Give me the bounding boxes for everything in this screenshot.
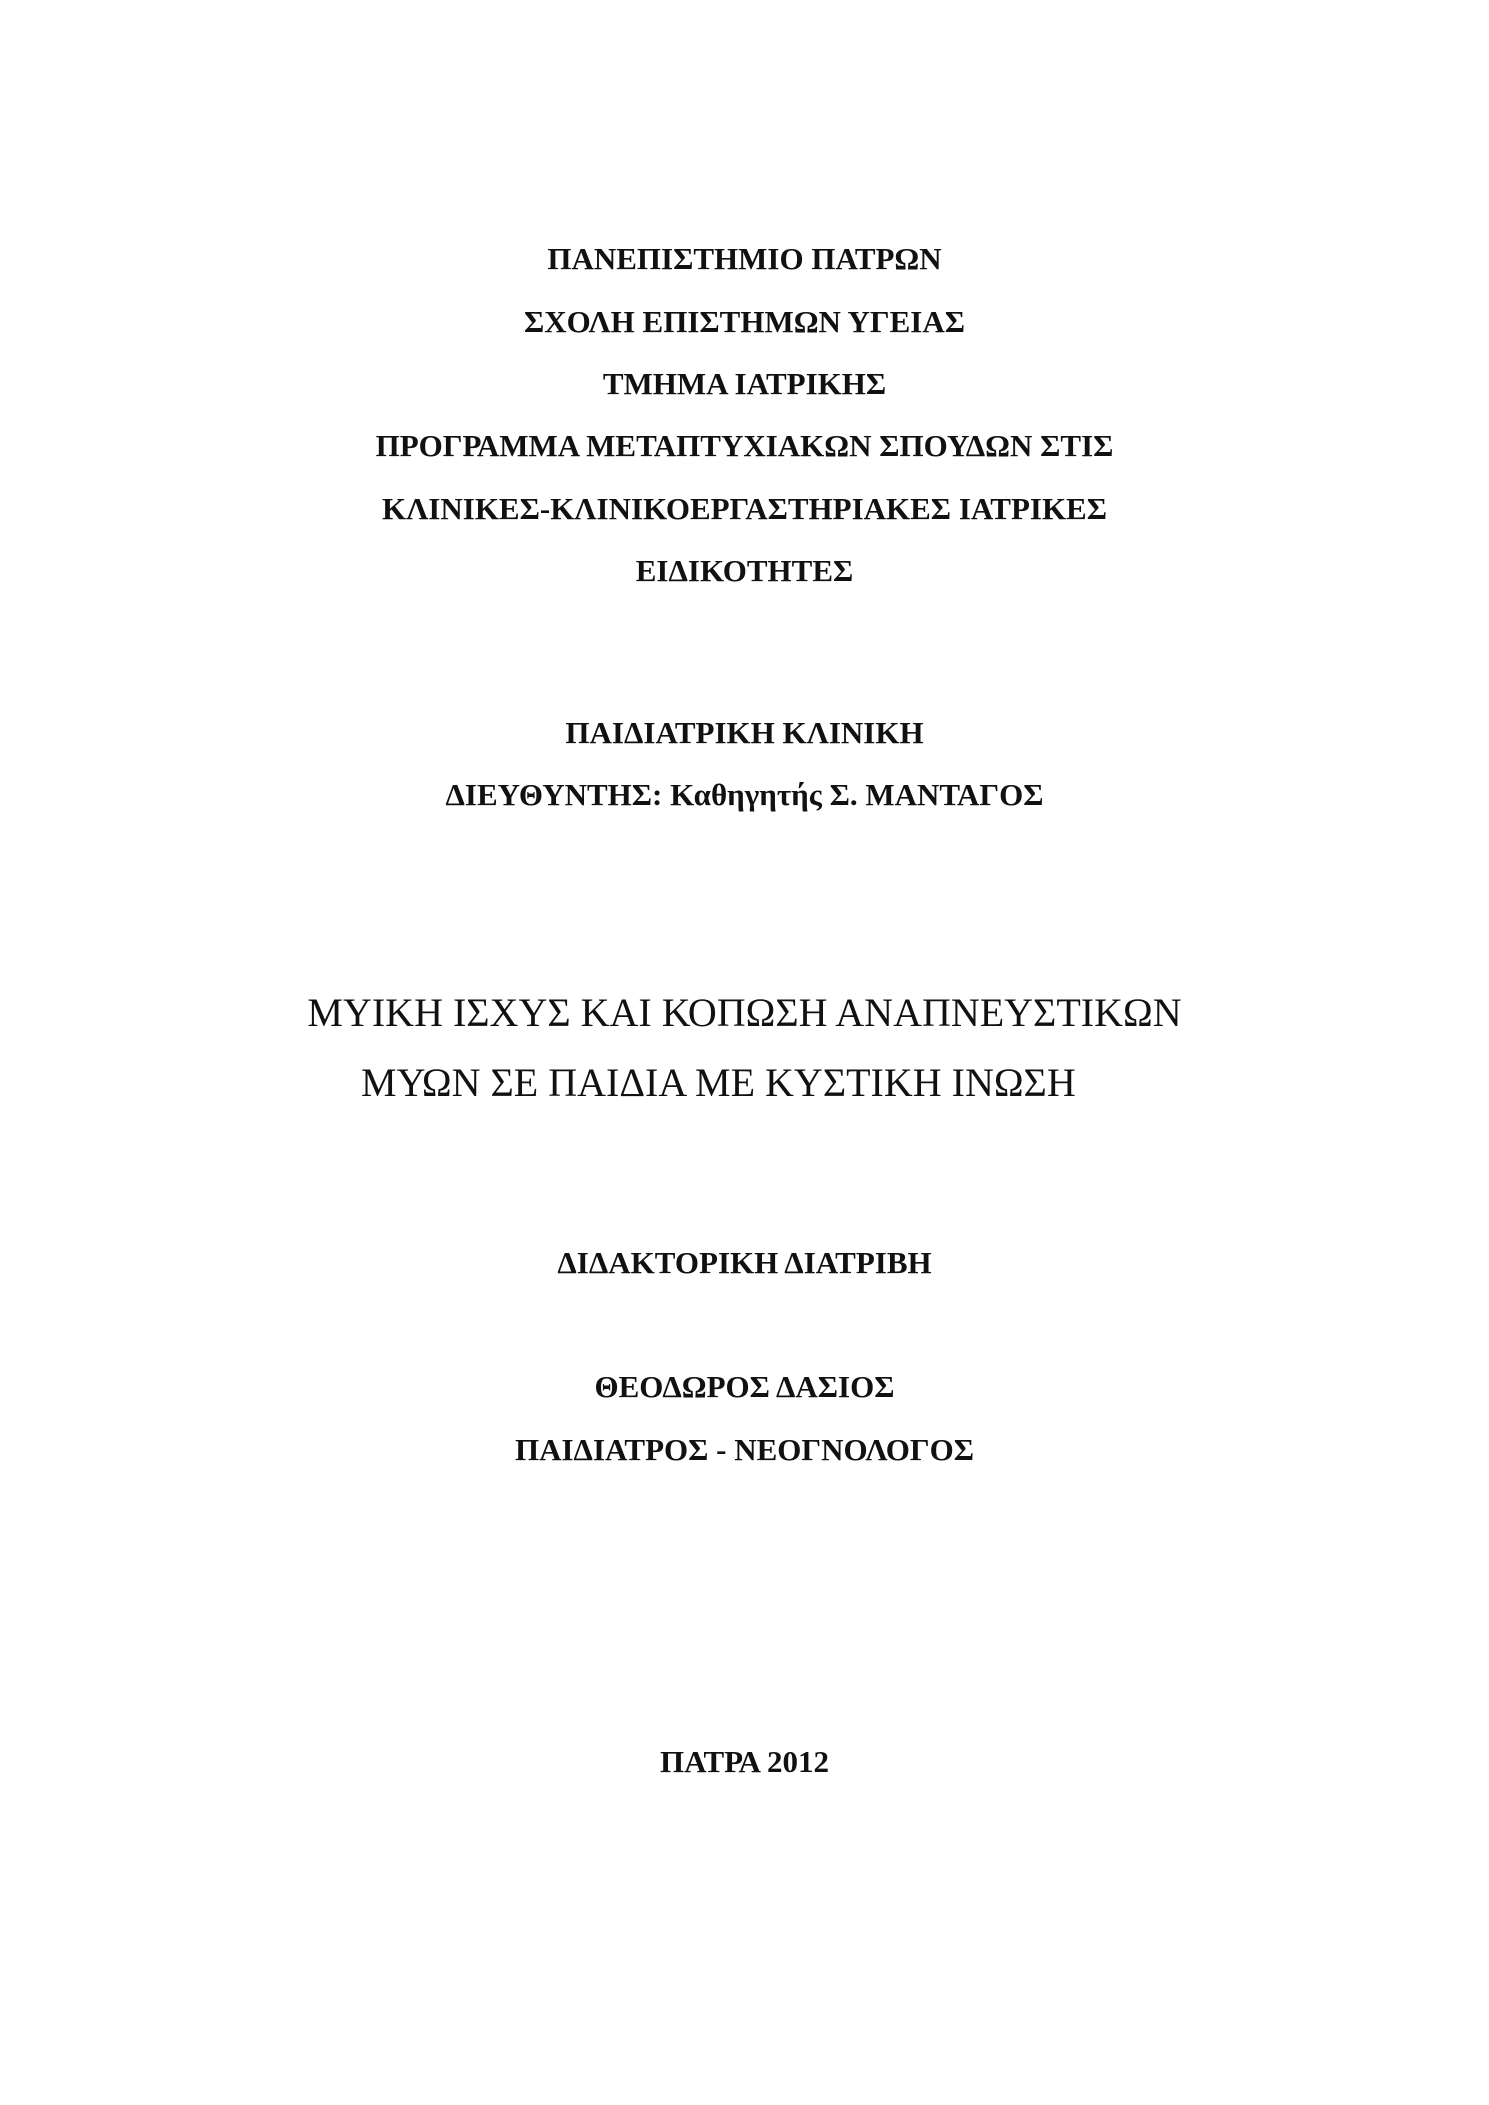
thesis-title-line-1: ΜΥΙΚΗ ΙΣΧΥΣ ΚΑΙ ΚΟΠΩΣΗ ΑΝΑΠΝΕΥΣΤΙΚΩΝ — [307, 990, 1182, 1035]
place-year: ΠΑΤΡΑ 2012 — [660, 1744, 829, 1779]
school-name: ΣΧΟΛΗ ΕΠΙΣΤΗΜΩΝ ΥΓΕΙΑΣ — [523, 304, 966, 339]
author-name: ΘΕΟΔΩΡΟΣ ΔΑΣΙΟΣ — [594, 1369, 895, 1404]
thesis-type: ΔΙΔΑΚΤΟΡΙΚΗ ΔΙΑΤΡΙΒΗ — [557, 1245, 932, 1280]
university-name: ΠΑΝΕΠΙΣΤΗΜΙΟ ΠΑΤΡΩΝ — [547, 241, 942, 276]
author-specialty: ΠΑΙΔΙΑΤΡΟΣ - ΝΕΟΓΝΟΛΟΓΟΣ — [514, 1432, 975, 1467]
thesis-title-line-2: ΜΥΩΝ ΣΕ ΠΑΙΔΙΑ ΜΕ ΚΥΣΤΙΚΗ ΙΝΩΣΗ — [361, 1060, 1076, 1105]
clinic-director: ΔΙΕΥΘΥΝΤΗΣ: Καθηγητής Σ. ΜΑΝΤΑΓΟΣ — [445, 777, 1044, 812]
clinic-name: ΠΑΙΔΙΑΤΡΙΚΗ ΚΛΙΝΙΚΗ — [565, 715, 924, 750]
program-line-3: ΕΙΔΙΚΟΤΗΤΕΣ — [635, 553, 854, 588]
program-line-2: ΚΛΙΝΙΚΕΣ-ΚΛΙΝΙΚΟΕΡΓΑΣΤΗΡΙΑΚΕΣ ΙΑΤΡΙΚΕΣ — [381, 491, 1108, 526]
program-line-1: ΠΡΟΓΡΑΜΜΑ ΜΕΤΑΠΤΥΧΙΑΚΩΝ ΣΠΟΥΔΩΝ ΣΤΙΣ — [375, 428, 1114, 463]
department-name: ΤΜΗΜΑ ΙΑΤΡΙΚΗΣ — [602, 366, 887, 401]
